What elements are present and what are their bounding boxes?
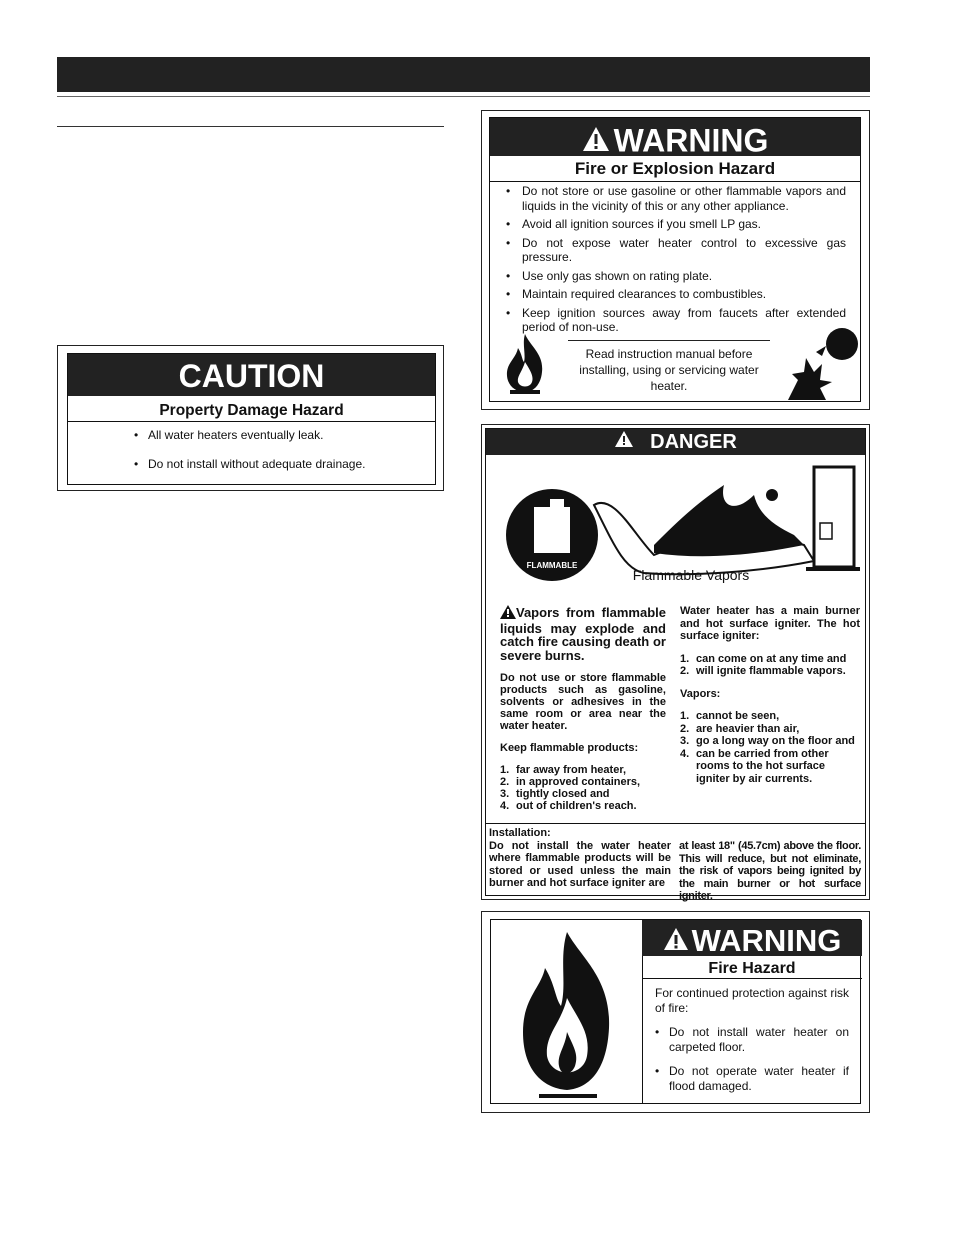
warning-fire-label [490,919,861,1104]
warning-intro: For continued protection against risk of fire: [655,986,849,1015]
fire-icon [500,332,550,400]
danger-label [485,428,866,902]
warning-triangle-icon [663,922,689,960]
installation-left-text: Do not install the water heater where flammable products will be stored or used unless the main burner and hot surface igniter are [489,839,671,889]
keep-list [500,764,666,812]
can-label: FLAMMABLE [526,561,578,570]
installation-heading: Installation: [489,827,551,839]
warning-title-text: WARNING [613,122,769,159]
danger-left-column [500,605,666,822]
warning-bullet: • Do not expose water heater control to excessive gas pressure. [506,236,846,265]
list-item: 1. cannot be seen, [680,710,780,722]
installation-section [486,823,865,902]
list-item: 2. are heavier than air, [680,722,800,735]
vapors-heading: Vapors: [680,687,721,700]
list-item: 4. out of children's reach. [500,800,637,812]
list-item: 1. can come on at any time and [680,652,847,665]
vapors-list [680,710,860,785]
danger-right-column [680,605,860,795]
fire-icon [511,928,623,1100]
warning-bullet: • Maintain required clearances to combustibles. [506,287,846,302]
header-rule [57,96,870,97]
warning-bullets [506,184,846,339]
installation-left [489,827,671,890]
danger-lead-text: Vapors from flammable liquids may explode and catch fire causing death or severe burns. [500,605,666,663]
warning-triangle-icon [614,429,634,456]
danger-title [486,429,865,455]
list-item: 1. far away from heater, [500,764,627,776]
list-item: 3. go a long way on the floor and [680,735,855,747]
caution-bullet: • All water heaters eventually leak. [134,428,365,442]
danger-title-text: DANGER [650,431,737,454]
installation-right: at least 18" (45.7cm) above the floor. This will reduce, but not eliminate, the risk of vapors being ignited by the main burner or hot surface igniter. [679,840,861,902]
list-item: 2. will ignite flammable vapors. [680,665,846,677]
manual-note: Read instruction manual before installing, using or servicing water heater. [579,347,759,393]
danger-do-not-use: Do not use or store flammable products such as gasoline, solvents or adhesives in the same room or area near the water heater. [500,672,666,732]
warning-bullet: • Do not operate water heater if flood damaged. [655,1064,849,1093]
manual-rule [568,340,770,341]
warning-triangle-icon [500,605,516,622]
heater-text: Water heater has a main burner and hot surface igniter. The hot surface igniter: [680,605,860,642]
caution-title: CAUTION [68,354,435,396]
warning-title-text: WARNING [691,922,842,958]
warning-subtitle: Fire or Explosion Hazard [490,156,860,182]
list-item: 4. can be carried from other rooms to the hot surface igniter by air currents. [680,747,829,785]
warning-bullet: • Use only gas shown on rating plate. [506,269,846,284]
section-header-bar [57,57,870,92]
caution-label [67,353,436,485]
warning-bullet: • Avoid all ignition sources if you smell LP gas. [506,217,846,232]
igniter-list [680,653,860,678]
warning-title [490,118,860,159]
warning-triangle-icon [582,121,610,161]
warning-subtitle: Fire Hazard [642,956,862,979]
keep-heading: Keep flammable products: [500,742,639,754]
caution-bullets [134,428,365,486]
left-column-rule [57,126,444,127]
vapors-label: Flammable Vapors [632,567,750,583]
list-item: 3. tightly closed and [500,788,610,800]
warning-bullet: • Keep ignition sources away from faucets after extended period of non-use. [506,306,846,335]
list-item: 2. in approved containers, [500,776,641,788]
caution-subtitle: Property Damage Hazard [68,396,435,422]
warning-title [642,920,862,956]
caution-bullet: • Do not install without adequate drainage. [134,457,365,471]
warning-explosion-label [489,117,861,402]
warning-fire-body [655,986,849,1103]
warning-bullet: • Do not install water heater on carpeted floor. [655,1025,849,1054]
danger-lead [500,605,666,662]
explosion-person-icon [786,322,860,402]
warning-bullet: • Do not store or use gasoline or other flammable vapors and liquids in the vicinity of this or any other appliance. [506,184,846,213]
